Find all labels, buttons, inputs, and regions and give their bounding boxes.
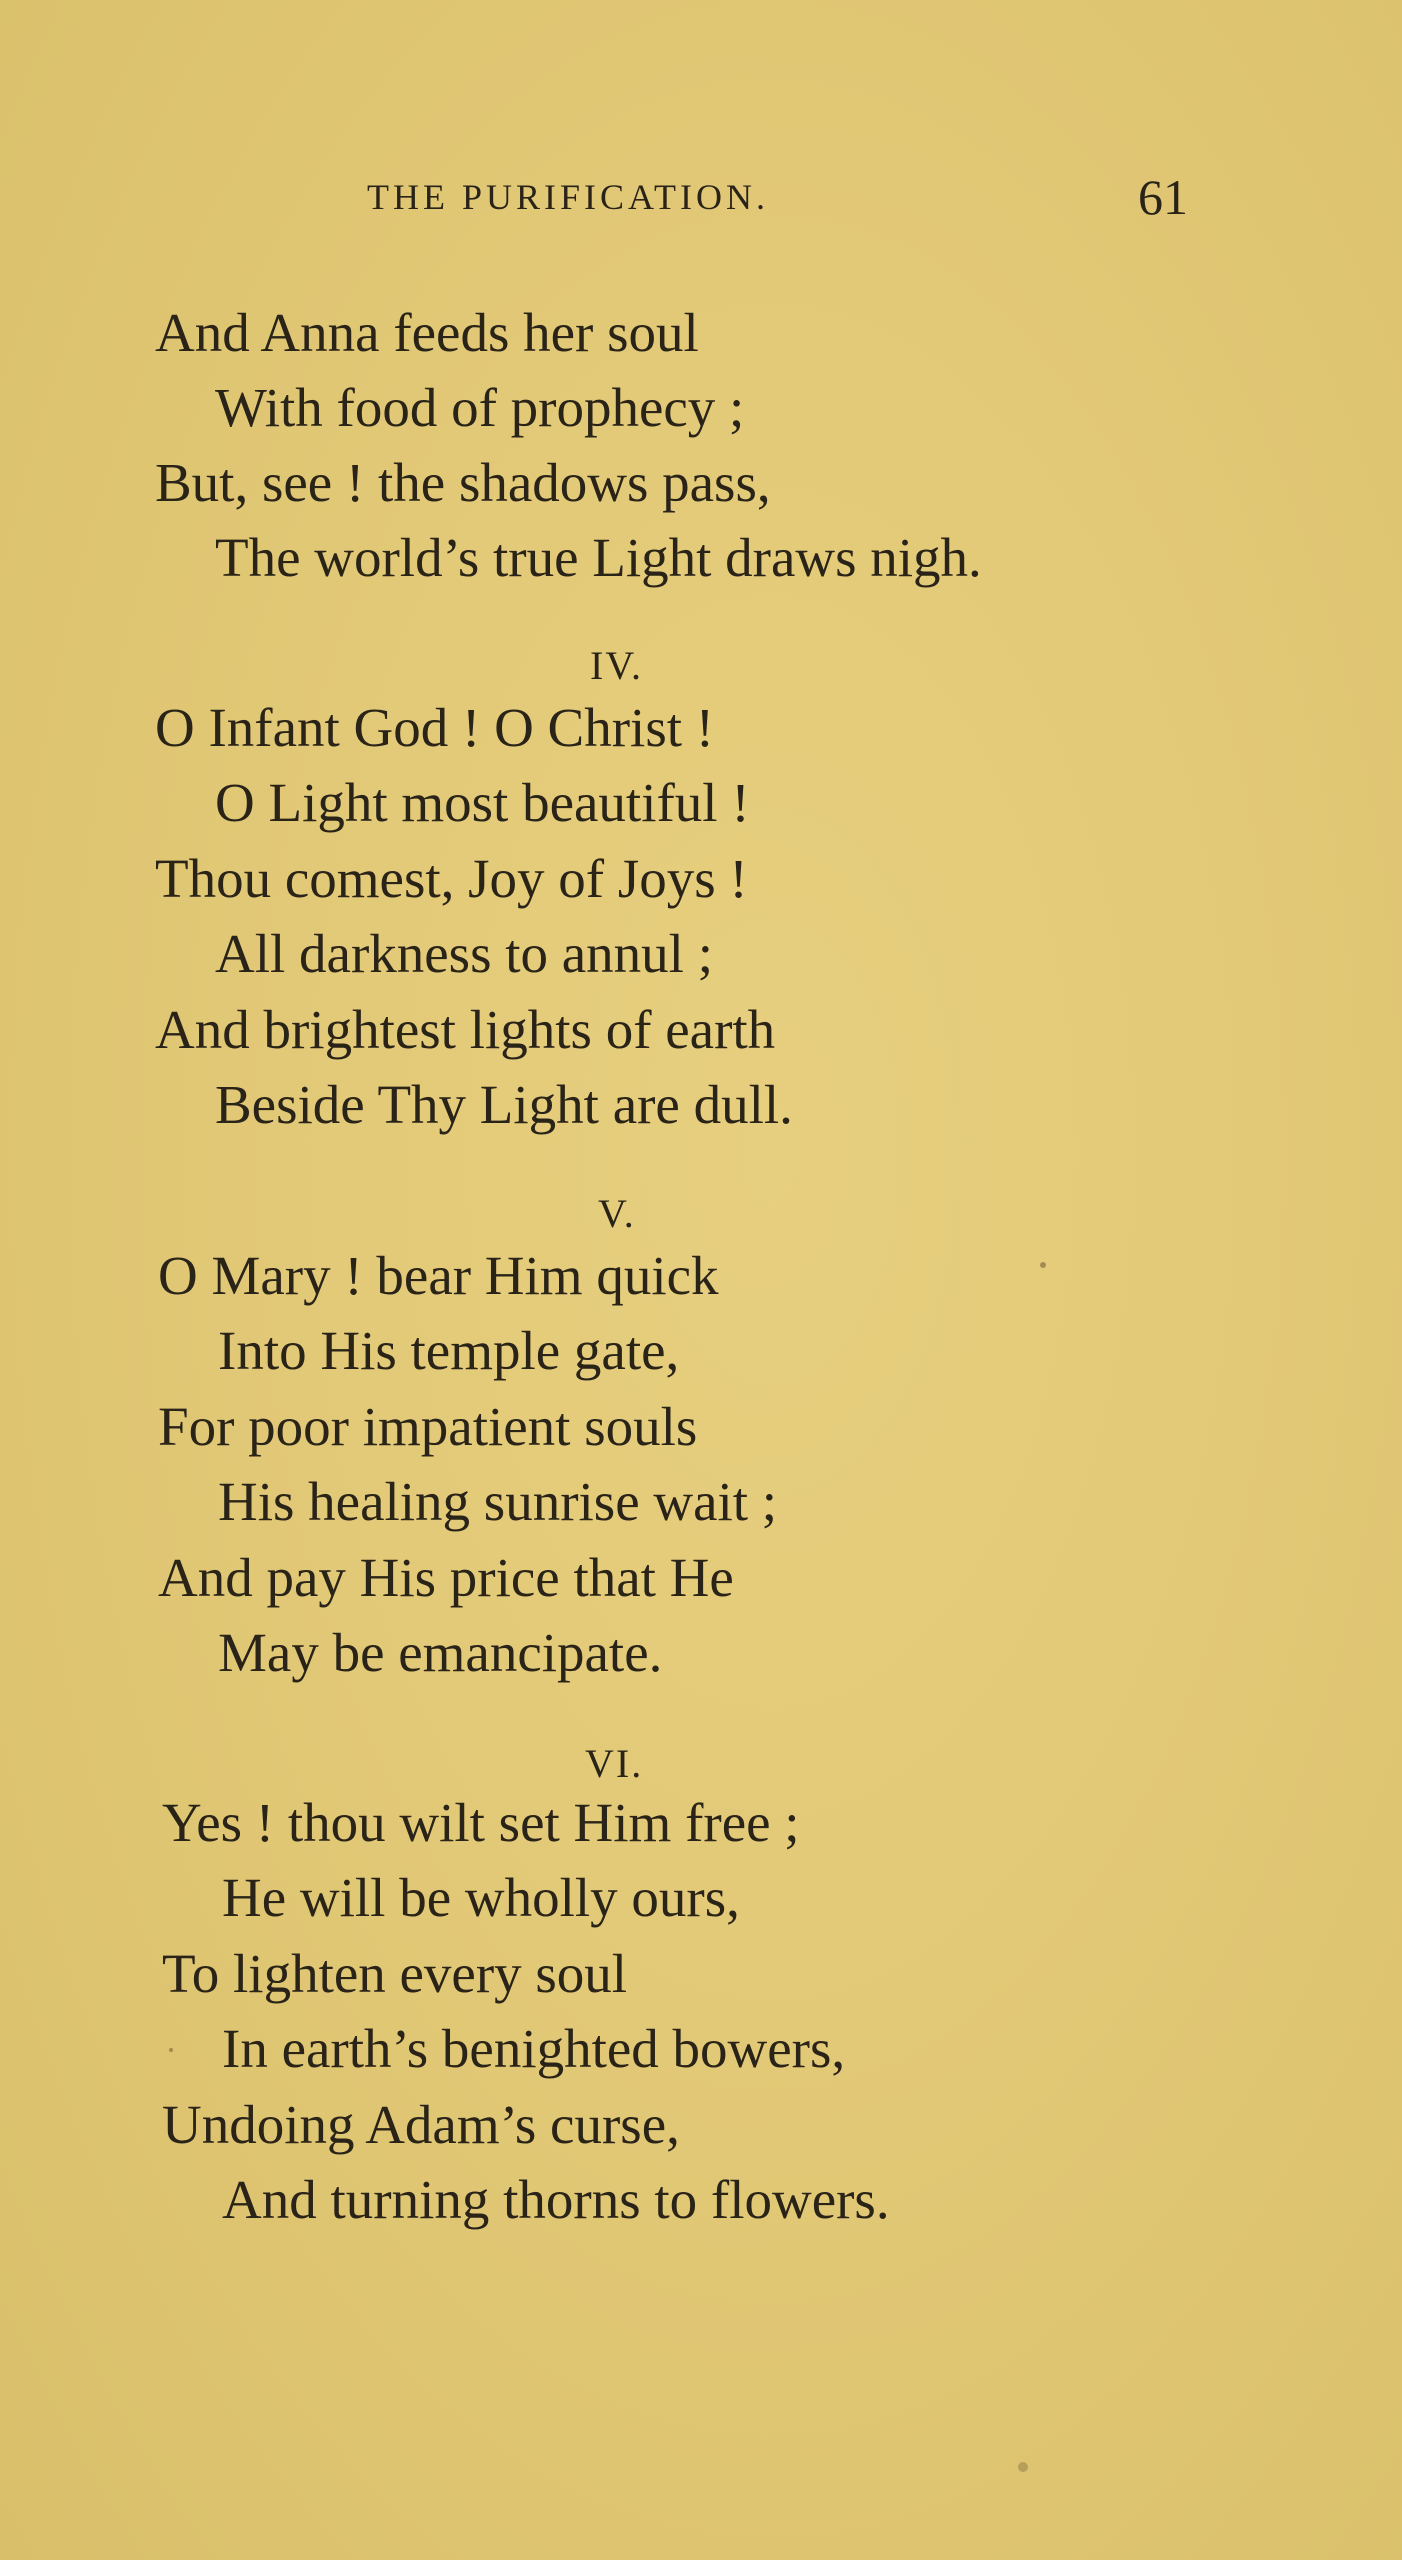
poem-line: Into His temple gate, xyxy=(218,1320,680,1381)
poem-line: May be emancipate. xyxy=(218,1622,663,1683)
page-number: 61 xyxy=(1138,169,1188,225)
poem-line: His healing sunrise wait ; xyxy=(218,1471,778,1532)
poem-line: O Mary ! bear Him quick xyxy=(158,1245,719,1306)
poem-line: And pay His price that He xyxy=(158,1547,734,1608)
poem-line: All darkness to annul ; xyxy=(215,923,713,984)
stanza-numeral: IV. xyxy=(590,643,644,688)
poem-line: Beside Thy Light are dull. xyxy=(215,1074,793,1135)
paper-speck xyxy=(169,2048,173,2052)
poem-line: The world’s true Light draws nigh. xyxy=(215,527,982,588)
poem-line: To lighten every soul xyxy=(162,1943,628,2004)
paper-speck xyxy=(1018,2462,1028,2472)
poem-line: For poor impatient souls xyxy=(158,1396,698,1457)
poem-line: Thou comest, Joy of Joys ! xyxy=(155,848,748,909)
poem-line: O Light most beautiful ! xyxy=(215,772,750,833)
poem-line: O Infant God ! O Christ ! xyxy=(155,697,715,758)
poem-line: With food of prophecy ; xyxy=(215,377,745,438)
poem-line: Undoing Adam’s curse, xyxy=(162,2094,680,2155)
poem-line: But, see ! the shadows pass, xyxy=(155,452,771,513)
poem-line: And Anna feeds her soul xyxy=(155,302,699,363)
paper-speck xyxy=(1040,1262,1046,1268)
running-title: THE PURIFICATION. xyxy=(367,177,770,217)
poem-line: He will be wholly ours, xyxy=(222,1867,740,1928)
stanza-numeral: V. xyxy=(598,1191,636,1236)
poem-line: Yes ! thou wilt set Him free ; xyxy=(162,1792,800,1853)
poem-line: In earth’s benighted bowers, xyxy=(222,2018,846,2079)
stanza-numeral: VI. xyxy=(585,1741,644,1786)
poem-line: And brightest lights of earth xyxy=(155,999,776,1060)
poem-line: And turning thorns to flowers. xyxy=(222,2169,890,2230)
